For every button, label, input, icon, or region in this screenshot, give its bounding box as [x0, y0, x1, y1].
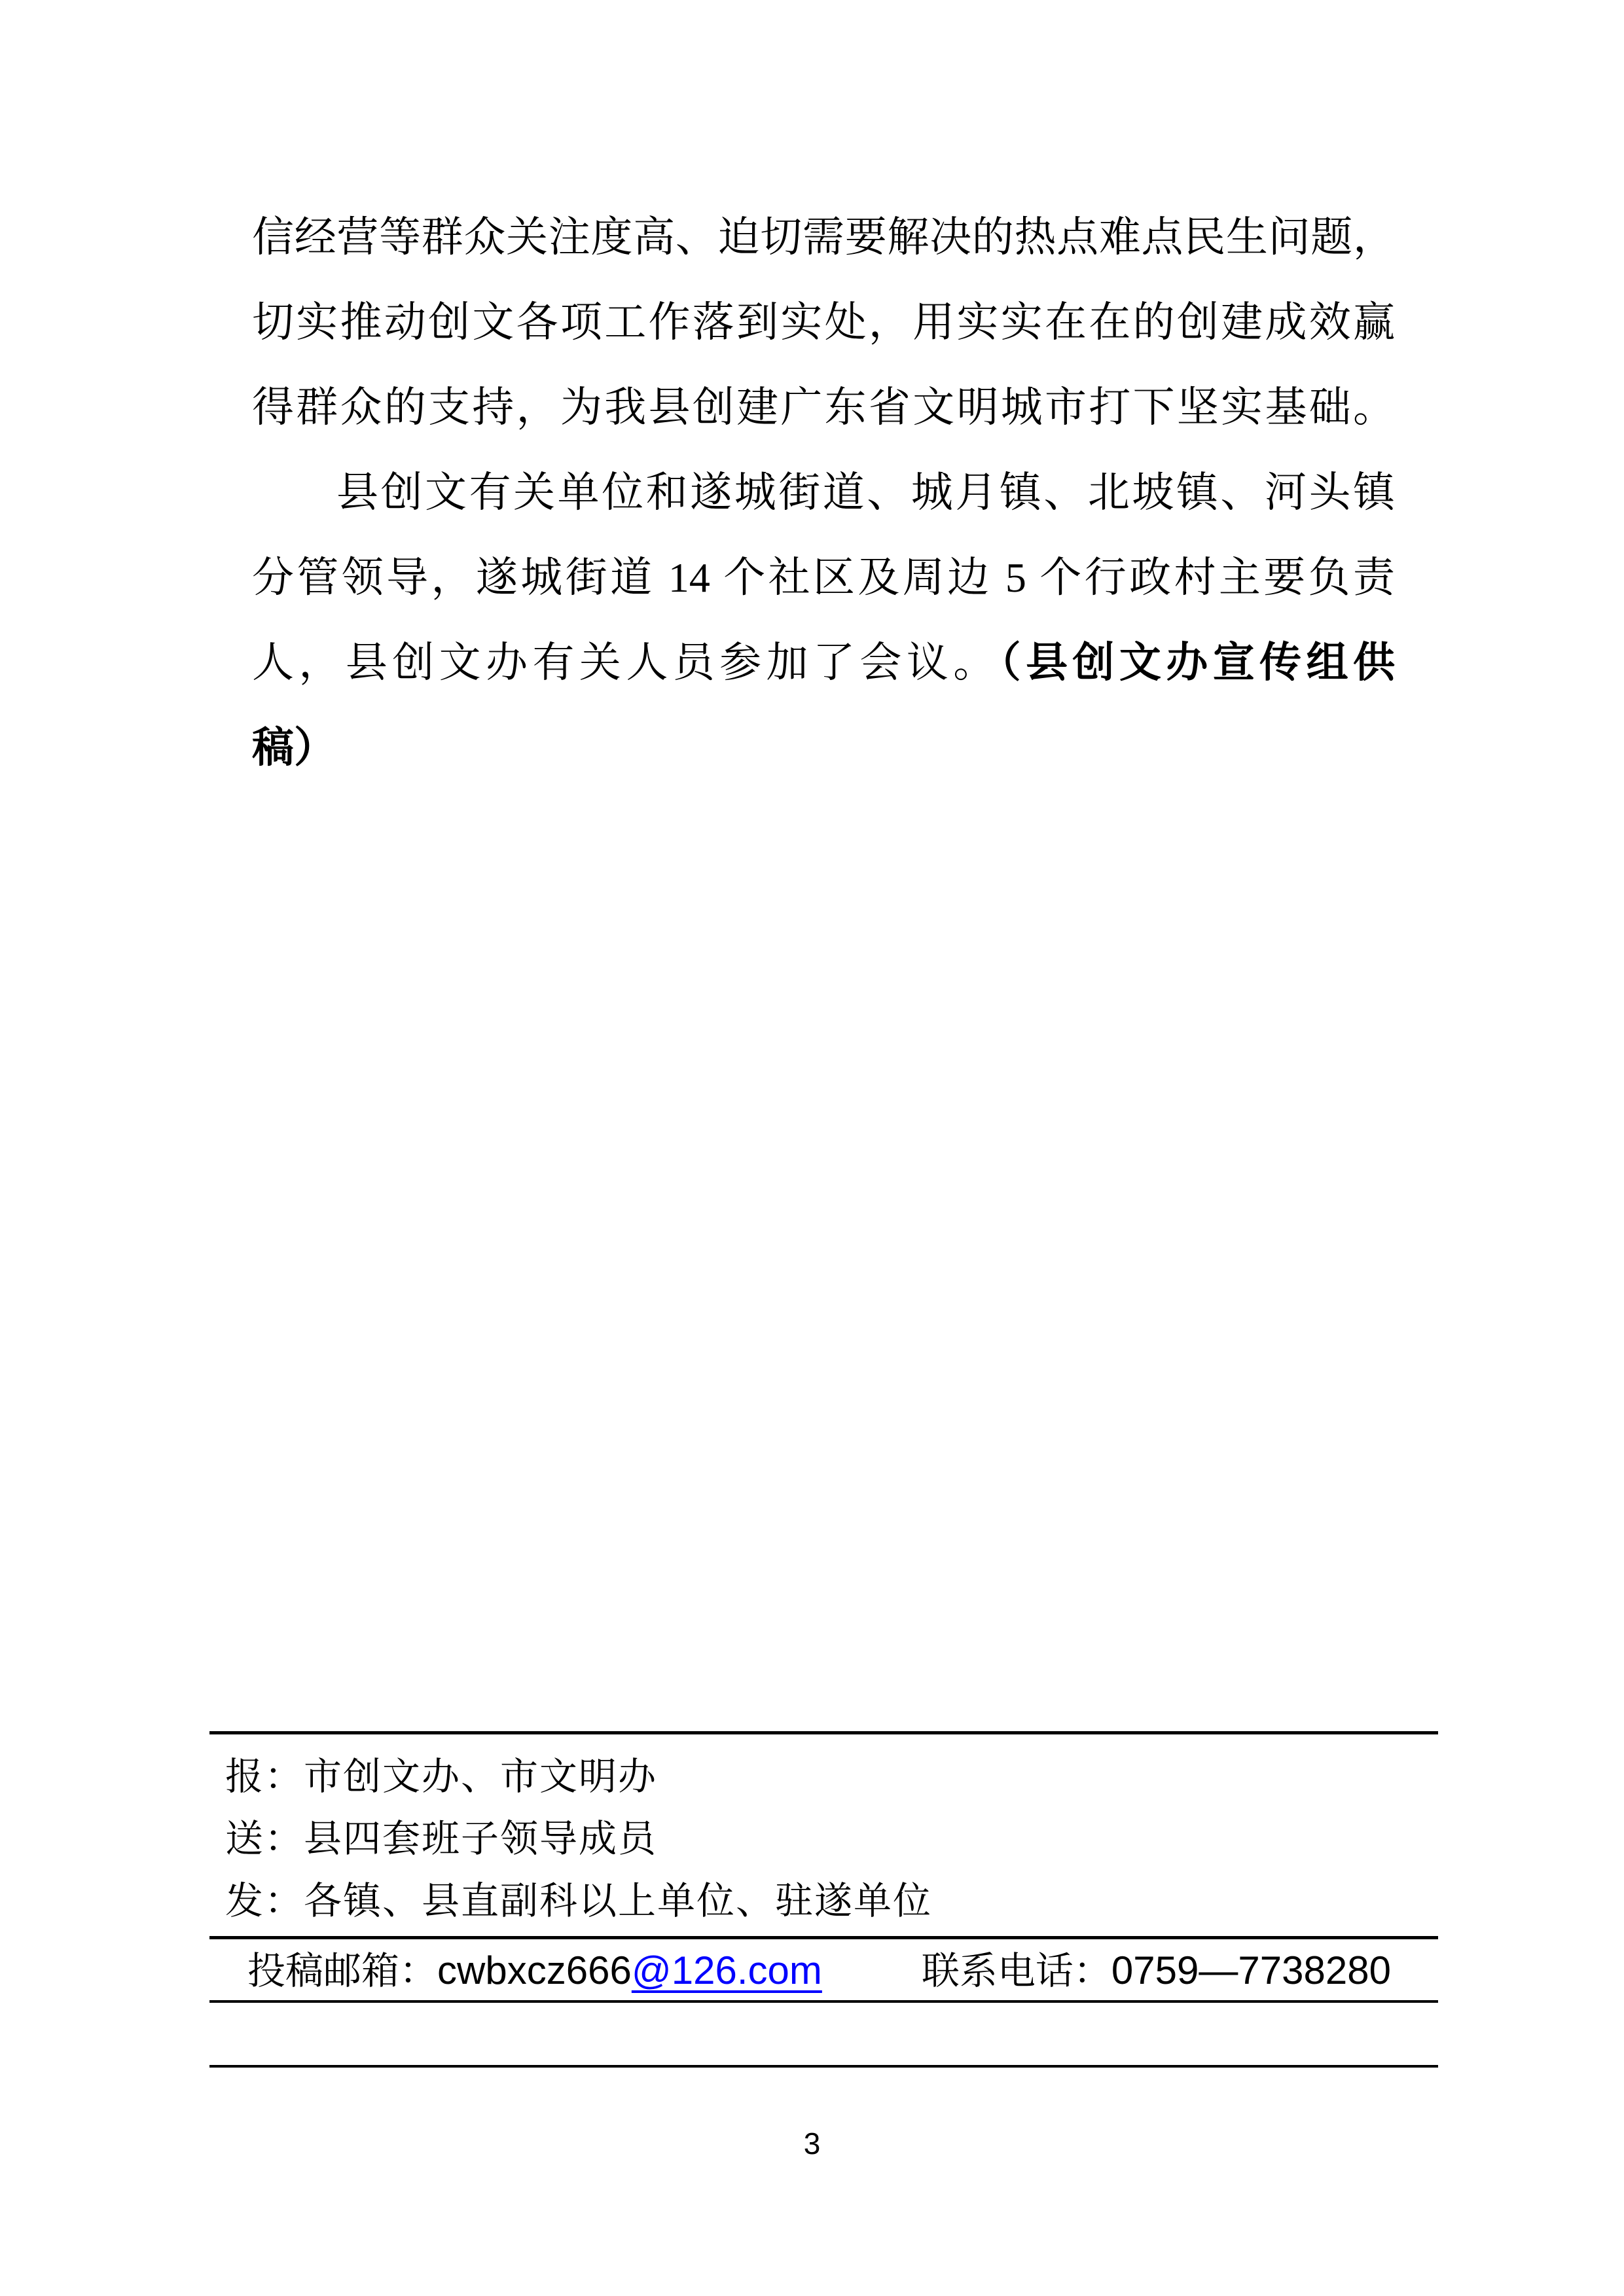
body-line: 得群众的支持，为我县创建广东省文明城市打下坚实基础。 — [252, 384, 1395, 431]
distribution-block — [225, 1746, 1438, 1932]
email-link[interactable]: @126.com — [631, 1948, 822, 1992]
submission-email-label: 投稿邮箱： — [247, 1950, 438, 1992]
contact-bottom-rule — [209, 2000, 1438, 2003]
contact-top-rule — [209, 1936, 1438, 1939]
email-user-text: cwbxcz666 — [437, 1948, 632, 1992]
distribution-report-row: 报：市创文办、市文明办 — [225, 1755, 658, 1798]
distribution-issue-row: 发：各镇、县直副科以上单位、驻遂单位 — [225, 1880, 933, 1922]
contact-row — [247, 1943, 1438, 1999]
body-line: 信经营等群众关注度高、迫切需要解决的热点难点民生问题， — [252, 214, 1395, 260]
body-line-segment: 人，县创文办有关人员参加了会议。 — [252, 639, 1000, 686]
page-bottom-rule — [209, 2065, 1438, 2068]
body-line — [252, 620, 1395, 706]
phone-number: 0759—7738280 — [1111, 1948, 1391, 1992]
phone-label: 联系电话： — [921, 1950, 1111, 1992]
body-line: 分管领导，遂城街道 14 个社区及周边 5 个行政村主要负责 — [252, 554, 1395, 601]
footer-top-rule — [209, 1731, 1438, 1734]
distribution-send-row: 送：县四套班子领导成员 — [225, 1818, 658, 1860]
byline-note-segment: （县创文办宣传组供 — [1000, 639, 1396, 686]
body-paragraphs — [252, 195, 1395, 791]
body-line: 切实推动创文各项工作落到实处，用实实在在的创建成效赢 — [252, 299, 1395, 346]
body-line: 县创文有关单位和遂城街道、城月镇、北坡镇、河头镇 — [336, 469, 1395, 516]
page-number: 3 — [803, 2126, 821, 2161]
byline-note-segment: 稿） — [252, 725, 336, 771]
